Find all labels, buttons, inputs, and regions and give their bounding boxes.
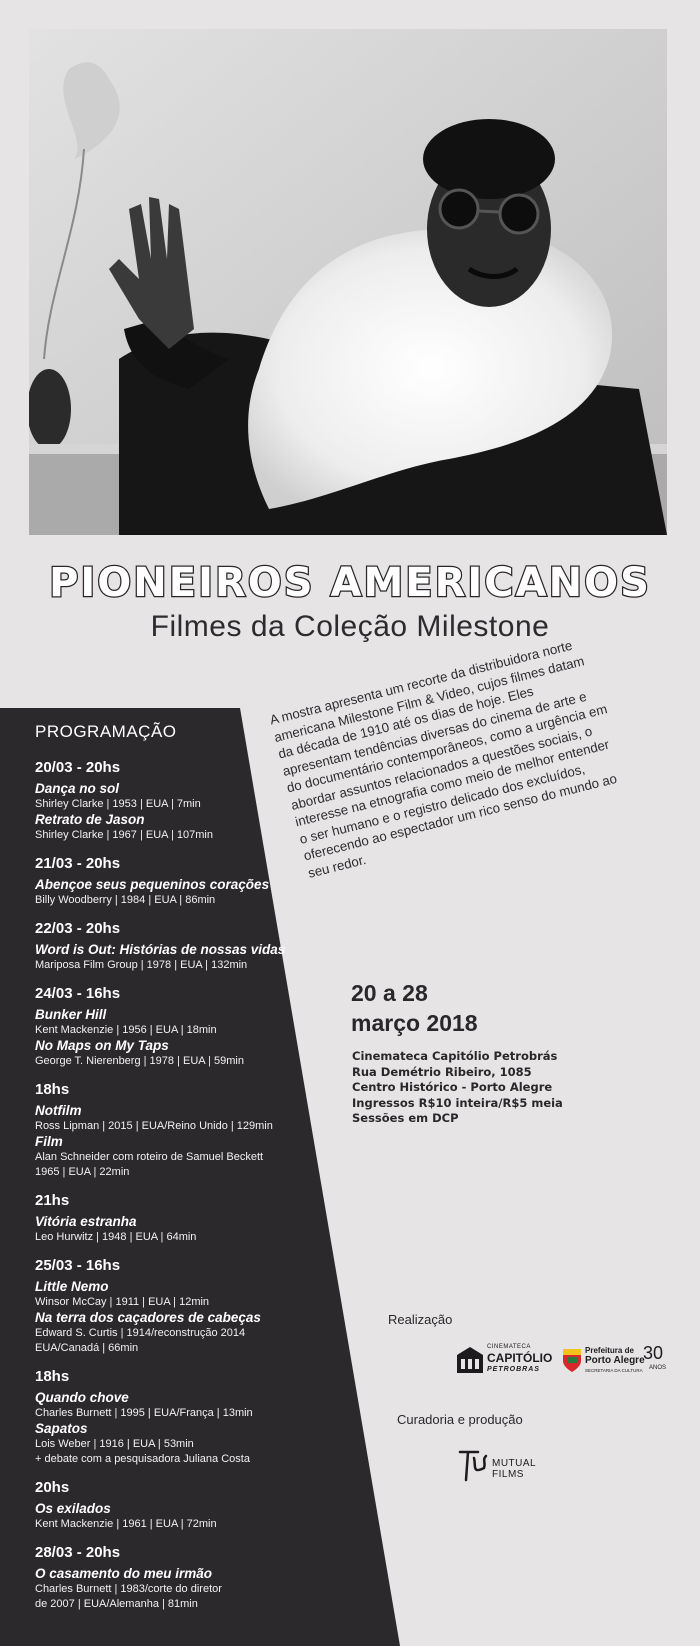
film-title: O casamento do meu irmão <box>35 1566 213 1581</box>
session-block <box>35 1192 335 1245</box>
session-block <box>35 985 335 1069</box>
description-text: A mostra apresenta um recorte da distribuidora norte americana Milestone Film & Video, cujos filmes datam da década de 1910 até os dias de hoje. Eles apresentam tendências diversas do cinema de arte e do documentário contemporâneos, como a urgência em abordar assuntos relacionados a questões sociais, o interesse na etnografia como meio de melhor entender o ser humano e o registro delicado dos excluídos, oferecendo ao espectador um rico senso do mundo ao seu redor. <box>268 637 619 881</box>
film-title: Word is Out: Histórias de nossas vidas <box>35 942 286 957</box>
film-title: Na terra dos caçadores de cabeças <box>35 1310 261 1325</box>
petrobras-name: PETROBRAS <box>487 1366 540 1373</box>
session-date: 28/03 - 20hs <box>35 1544 121 1561</box>
session-date: 25/03 - 16hs <box>35 1257 121 1274</box>
film-title: Notfilm <box>35 1103 82 1118</box>
film-meta: Edward S. Curtis | 1914/reconstrução 2014 <box>35 1327 246 1339</box>
session-block <box>35 920 335 973</box>
film-meta: Billy Woodberry | 1984 | EUA | 86min <box>35 894 216 906</box>
session-date: 24/03 - 16hs <box>35 985 121 1002</box>
program-list <box>35 722 335 1624</box>
prefeitura-line1: Prefeitura de <box>585 1346 634 1355</box>
event-dates <box>351 978 478 1038</box>
mutual-films-logo <box>456 1444 566 1484</box>
poster-title: PIONEIROS AMERICANOS <box>49 560 651 606</box>
film-meta: Shirley Clarke | 1953 | EUA | 7min <box>35 798 201 810</box>
film-meta: Lois Weber | 1916 | EUA | 53min <box>35 1438 194 1450</box>
film-title: Dança no sol <box>35 781 120 796</box>
film-title: Little Nemo <box>35 1279 109 1294</box>
event-dates-line1: 20 a 28 <box>351 980 428 1006</box>
event-dates-line2: março 2018 <box>351 1010 478 1036</box>
curadoria-label: Curadoria e produção <box>397 1412 523 1427</box>
film-title: Film <box>35 1134 63 1149</box>
film-meta: Shirley Clarke | 1967 | EUA | 107min <box>35 829 213 841</box>
film-meta: de 2007 | EUA/Alemanha | 81min <box>35 1598 198 1610</box>
building-icon <box>455 1345 485 1375</box>
film-title: Quando chove <box>35 1390 129 1405</box>
venue-info <box>352 1049 563 1127</box>
film-meta: Winsor McCay | 1911 | EUA | 12min <box>35 1296 210 1308</box>
hero-photo <box>29 29 667 535</box>
venue-name: Cinemateca Capitólio Petrobrás <box>352 1049 558 1063</box>
venue-district: Centro Histórico - Porto Alegre <box>352 1080 553 1094</box>
film-meta: EUA/Canadá | 66min <box>35 1342 139 1354</box>
program-heading: PROGRAMAÇÃO <box>35 722 177 741</box>
film-title: Sapatos <box>35 1421 88 1436</box>
cinemateca-small: CINEMATECA <box>487 1344 531 1350</box>
session-date: 21/03 - 20hs <box>35 855 121 872</box>
venue-address: Rua Demétrio Ribeiro, 1085 <box>352 1064 532 1079</box>
screening-format: Sessões em DCP <box>352 1111 459 1125</box>
film-meta: Charles Burnett | 1995 | EUA/França | 13min <box>35 1407 253 1419</box>
film-title: Os exilados <box>35 1501 111 1516</box>
anos-label: ANOS <box>649 1365 667 1371</box>
mutual-films-name: MUTUAL FILMS <box>492 1458 536 1480</box>
film-title: Retrato de Jason <box>35 812 145 827</box>
mutual-films-mark-icon <box>456 1444 490 1484</box>
session-date: 20hs <box>35 1479 70 1496</box>
film-title: Abençoe seus pequeninos corações <box>35 877 270 892</box>
session-block <box>35 1479 335 1532</box>
film-meta: Charles Burnett | 1983/corte do diretor <box>35 1583 222 1595</box>
session-block <box>35 1544 335 1612</box>
film-meta: Kent Mackenzie | 1961 | EUA | 72min <box>35 1518 217 1530</box>
session-block <box>35 855 335 908</box>
film-title: Bunker Hill <box>35 1007 107 1022</box>
poster-subtitle: Filmes da Coleção Milestone <box>150 610 550 643</box>
film-meta: George T. Nierenberg | 1978 | EUA | 59min <box>35 1055 244 1067</box>
film-meta: 1965 | EUA | 22min <box>35 1166 130 1178</box>
capitolio-name: CAPITÓLIO <box>487 1351 553 1365</box>
session-block <box>35 1081 335 1180</box>
coat-of-arms-icon <box>561 1345 583 1373</box>
film-meta: Ross Lipman | 2015 | EUA/Reino Unido | 129min <box>35 1120 273 1132</box>
session-date: 20/03 - 20hs <box>35 759 121 776</box>
prefeitura-sub: SECRETARIA DA CULTURA <box>585 1368 643 1373</box>
anos-number: 30 <box>643 1343 664 1363</box>
session-date: 21hs <box>35 1192 70 1209</box>
ticket-prices: Ingressos R$10 inteira/R$5 meia <box>352 1095 563 1110</box>
realizacao-label: Realização <box>388 1312 453 1327</box>
session-block <box>35 1257 335 1356</box>
session-date: 18hs <box>35 1368 70 1385</box>
film-meta: + debate com a pesquisadora Juliana Costa <box>35 1453 250 1465</box>
session-date: 18hs <box>35 1081 70 1098</box>
film-title: Vitória estranha <box>35 1214 137 1229</box>
cinemateca-capitolio-logo <box>455 1343 553 1377</box>
film-title: No Maps on My Taps <box>35 1038 169 1053</box>
session-date: 22/03 - 20hs <box>35 920 121 937</box>
prefeitura-logo <box>561 1343 673 1377</box>
film-meta: Alan Schneider com roteiro de Samuel Beckett <box>35 1151 264 1163</box>
prefeitura-line2: Porto Alegre <box>585 1355 645 1366</box>
film-meta: Leo Hurwitz | 1948 | EUA | 64min <box>35 1231 197 1243</box>
session-block <box>35 1368 335 1467</box>
film-meta: Kent Mackenzie | 1956 | EUA | 18min <box>35 1024 217 1036</box>
film-meta: Mariposa Film Group | 1978 | EUA | 132min <box>35 959 248 971</box>
